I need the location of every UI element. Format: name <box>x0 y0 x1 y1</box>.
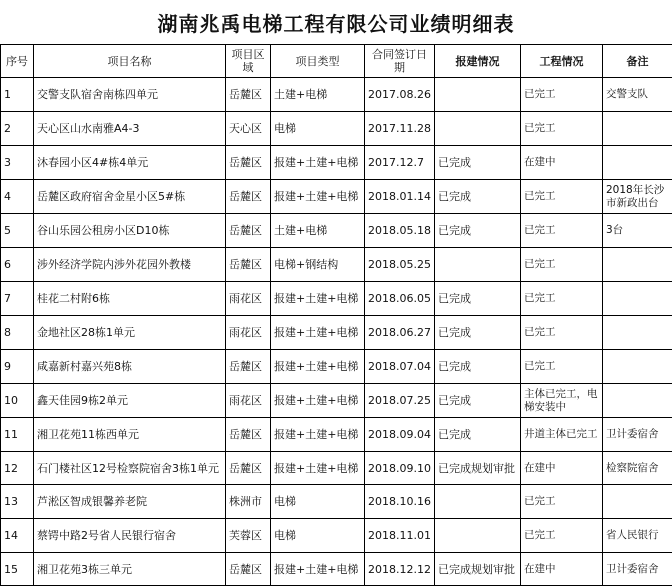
header-row <box>1 45 672 78</box>
cell-no: 14 <box>1 519 34 553</box>
cell-name: 桂花二村附6栋 <box>34 282 226 316</box>
cell-no: 8 <box>1 316 34 350</box>
cell-name: 涉外经济学院内涉外花园外教楼 <box>34 248 226 282</box>
cell-name: 交警支队宿舍南栋四单元 <box>34 78 226 112</box>
cell-permit: 已完成 <box>435 146 521 180</box>
cell-no: 5 <box>1 214 34 248</box>
cell-date: 2018.07.25 <box>365 384 435 418</box>
cell-date: 2018.06.27 <box>365 316 435 350</box>
document-title: 湖南兆禹电梯工程有限公司业绩明细表 <box>157 12 515 36</box>
performance-table <box>0 44 672 586</box>
cell-date: 2017.11.28 <box>365 112 435 146</box>
cell-note: 2018年长沙市新政出台 <box>603 180 672 214</box>
cell-date: 2018.09.10 <box>365 452 435 485</box>
cell-type: 报建+土建+电梯 <box>271 180 365 214</box>
table-row <box>1 519 672 553</box>
cell-note <box>603 112 672 146</box>
cell-permit <box>435 485 521 519</box>
cell-type: 报建+土建+电梯 <box>271 553 365 586</box>
cell-region: 株洲市 <box>226 485 271 519</box>
cell-name: 湘卫花苑3栋三单元 <box>34 553 226 586</box>
cell-note: 卫计委宿舍 <box>603 553 672 586</box>
cell-status: 在建中 <box>521 553 603 586</box>
cell-region: 雨花区 <box>226 316 271 350</box>
cell-note: 交警支队 <box>603 78 672 112</box>
cell-date: 2018.06.05 <box>365 282 435 316</box>
table-row <box>1 248 672 282</box>
cell-date: 2018.01.14 <box>365 180 435 214</box>
cell-permit: 已完成 <box>435 418 521 452</box>
cell-region: 雨花区 <box>226 282 271 316</box>
cell-region: 岳麓区 <box>226 418 271 452</box>
cell-note: 检察院宿舍 <box>603 452 672 485</box>
cell-permit <box>435 248 521 282</box>
cell-type: 电梯 <box>271 519 365 553</box>
cell-status: 已完工 <box>521 214 603 248</box>
cell-region: 岳麓区 <box>226 350 271 384</box>
table-row <box>1 485 672 519</box>
cell-status: 井道主体已完工 <box>521 418 603 452</box>
cell-name: 谷山乐园公租房小区D10栋 <box>34 214 226 248</box>
cell-no: 11 <box>1 418 34 452</box>
cell-type: 电梯 <box>271 112 365 146</box>
cell-status: 已完工 <box>521 112 603 146</box>
cell-no: 13 <box>1 485 34 519</box>
cell-date: 2018.05.18 <box>365 214 435 248</box>
cell-no: 10 <box>1 384 34 418</box>
cell-date: 2017.12.7 <box>365 146 435 180</box>
cell-name: 芦淞区智成银馨养老院 <box>34 485 226 519</box>
cell-permit <box>435 519 521 553</box>
cell-region: 岳麓区 <box>226 180 271 214</box>
table-row <box>1 350 672 384</box>
header-name: 项目名称 <box>34 45 226 78</box>
cell-type: 报建+土建+电梯 <box>271 146 365 180</box>
cell-status: 已完工 <box>521 248 603 282</box>
cell-region: 岳麓区 <box>226 248 271 282</box>
table-row <box>1 316 672 350</box>
header-status: 工程情况 <box>521 45 603 78</box>
cell-name: 沐春园小区4#栋4单元 <box>34 146 226 180</box>
cell-date: 2018.05.25 <box>365 248 435 282</box>
header-region: 项目区域 <box>226 45 271 78</box>
cell-note <box>603 384 672 418</box>
cell-region: 岳麓区 <box>226 214 271 248</box>
cell-note <box>603 146 672 180</box>
cell-status: 已完工 <box>521 485 603 519</box>
cell-region: 天心区 <box>226 112 271 146</box>
cell-note <box>603 316 672 350</box>
cell-status: 已完工 <box>521 350 603 384</box>
cell-no: 6 <box>1 248 34 282</box>
table-row <box>1 146 672 180</box>
cell-note: 卫计委宿舍 <box>603 418 672 452</box>
cell-permit: 已完成 <box>435 180 521 214</box>
cell-name: 咸嘉新村嘉兴苑8栋 <box>34 350 226 384</box>
cell-no: 12 <box>1 452 34 485</box>
cell-permit: 已完成 <box>435 350 521 384</box>
cell-region: 岳麓区 <box>226 78 271 112</box>
cell-status: 已完工 <box>521 180 603 214</box>
cell-type: 报建+土建+电梯 <box>271 452 365 485</box>
cell-name: 蔡锷中路2号省人民银行宿舍 <box>34 519 226 553</box>
table-row <box>1 112 672 146</box>
cell-status: 已完工 <box>521 78 603 112</box>
cell-name: 湘卫花苑11栋西单元 <box>34 418 226 452</box>
cell-status: 已完工 <box>521 519 603 553</box>
cell-note <box>603 282 672 316</box>
table-row <box>1 78 672 112</box>
cell-type: 电梯+钢结构 <box>271 248 365 282</box>
table-row <box>1 418 672 452</box>
cell-name: 岳麓区政府宿舍金星小区5#栋 <box>34 180 226 214</box>
header-date: 合同签订日期 <box>365 45 435 78</box>
table-row <box>1 384 672 418</box>
cell-name: 鑫天佳园9栋2单元 <box>34 384 226 418</box>
header-permit: 报建情况 <box>435 45 521 78</box>
cell-date: 2018.12.12 <box>365 553 435 586</box>
table-row <box>1 180 672 214</box>
cell-date: 2018.07.04 <box>365 350 435 384</box>
cell-permit: 已完成 <box>435 214 521 248</box>
cell-status: 已完工 <box>521 282 603 316</box>
cell-permit: 已完成规划审批 <box>435 452 521 485</box>
cell-date: 2017.08.26 <box>365 78 435 112</box>
cell-no: 9 <box>1 350 34 384</box>
cell-note <box>603 350 672 384</box>
cell-status: 在建中 <box>521 146 603 180</box>
cell-note <box>603 485 672 519</box>
cell-no: 3 <box>1 146 34 180</box>
cell-no: 1 <box>1 78 34 112</box>
cell-permit: 已完成 <box>435 316 521 350</box>
cell-date: 2018.09.04 <box>365 418 435 452</box>
cell-permit <box>435 112 521 146</box>
cell-note: 3台 <box>603 214 672 248</box>
cell-no: 4 <box>1 180 34 214</box>
header-type: 项目类型 <box>271 45 365 78</box>
cell-type: 报建+土建+电梯 <box>271 350 365 384</box>
cell-date: 2018.10.16 <box>365 485 435 519</box>
cell-name: 金地社区28栋1单元 <box>34 316 226 350</box>
cell-type: 电梯 <box>271 485 365 519</box>
cell-no: 7 <box>1 282 34 316</box>
cell-region: 芙蓉区 <box>226 519 271 553</box>
cell-type: 报建+土建+电梯 <box>271 418 365 452</box>
cell-type: 土建+电梯 <box>271 78 365 112</box>
cell-status: 已完工 <box>521 316 603 350</box>
cell-note: 省人民银行 <box>603 519 672 553</box>
cell-no: 2 <box>1 112 34 146</box>
cell-region: 岳麓区 <box>226 146 271 180</box>
cell-no: 15 <box>1 553 34 586</box>
cell-permit: 已完成 <box>435 282 521 316</box>
table-row <box>1 452 672 485</box>
cell-status: 在建中 <box>521 452 603 485</box>
table-row <box>1 282 672 316</box>
cell-status: 主体已完工，电梯安装中 <box>521 384 603 418</box>
header-no: 序号 <box>1 45 34 78</box>
header-note: 备注 <box>603 45 672 78</box>
cell-date: 2018.11.01 <box>365 519 435 553</box>
cell-permit: 已完成 <box>435 384 521 418</box>
cell-type: 土建+电梯 <box>271 214 365 248</box>
table-row <box>1 214 672 248</box>
cell-type: 报建+土建+电梯 <box>271 282 365 316</box>
table-row <box>1 553 672 586</box>
cell-note <box>603 248 672 282</box>
cell-permit: 已完成规划审批 <box>435 553 521 586</box>
cell-permit <box>435 78 521 112</box>
cell-name: 石门楼社区12号检察院宿舍3栋1单元 <box>34 452 226 485</box>
cell-region: 岳麓区 <box>226 553 271 586</box>
cell-name: 天心区山水南雅A4-3 <box>34 112 226 146</box>
cell-region: 岳麓区 <box>226 452 271 485</box>
cell-type: 报建+土建+电梯 <box>271 384 365 418</box>
cell-region: 雨花区 <box>226 384 271 418</box>
cell-type: 报建+土建+电梯 <box>271 316 365 350</box>
